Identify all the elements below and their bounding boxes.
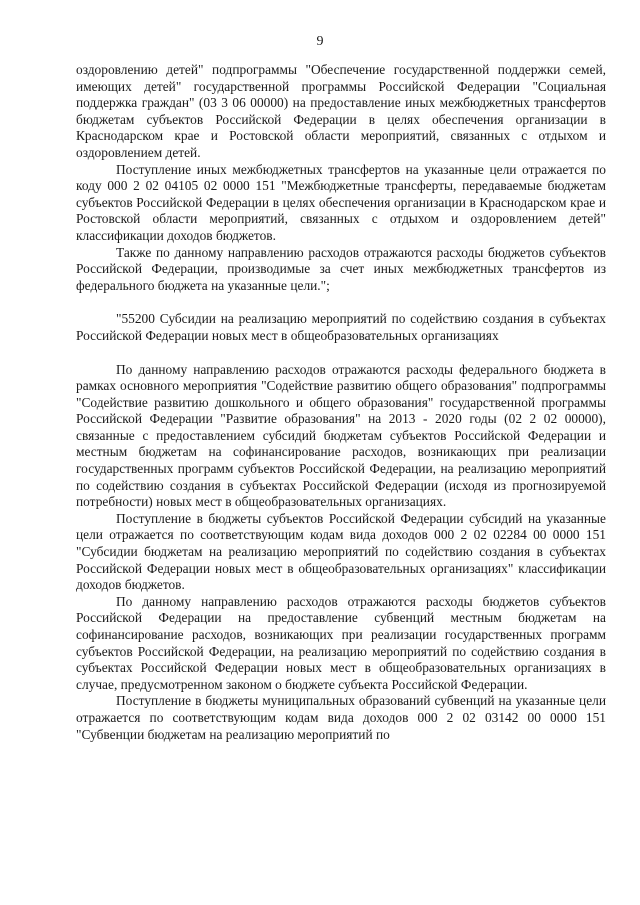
paragraph: Поступление иных межбюджетных трансфертов на указанные цели отражается по коду 000 2 02 04105 02 0000 151 "Межбюджетные трансферты, передаваемые бюджетам субъектов Российской Федерации в целях обеспечения организации в Краснодарском крае и Ростовской области мероприятий, связанных с отдыхом и оздоровлением детей" классификации доходов бюджетов. [76,161,606,243]
paragraph: По данному направлению расходов отражаются расходы федерального бюджета в рамках основного мероприятия "Содействие развитию общего образования" подпрограммы "Содействие развитию дошкольного и общего образования" государственной программы Российской Федерации "Развитие образования" на 2013 - 2020 годы (02 2 02 00000), связанные с предоставлением субсидий бюджетам субъектов Российской Федерации и местным бюджетам на софинансирование расходов, возникающих при реализации государственных программ субъектов Российской Федерации, на реализацию мероприятий по содействию создания в субъектах Российской Федерации (исходя из прогнозируемой потребности) новых мест в общеобразовательных организациях. [76,361,606,510]
paragraph-continuation: оздоровлению детей" подпрограммы "Обеспечение государственной поддержки семей, имеющих детей" государственной программы Российской Федерации "Социальная поддержка граждан" (03 3 06 00000) на предоставление иных межбюджетных трансфертов бюджетам субъектов Российской Федерации в целях обеспечения организации в Краснодарском крае и Ростовской области мероприятий, связанных с отдыхом и оздоровлением детей. [76,62,606,160]
page-number: 9 [316,34,324,49]
paragraph: Также по данному направлению расходов отражаются расходы бюджетов субъектов Российской Федерации, производимые за счет иных межбюджетных трансфертов из федерального бюджета на указанные цели."; [76,244,606,293]
section-heading: "55200 Субсидии на реализацию мероприятий по содействию создания в субъектах Российской Федерации новых мест в общеобразовательных организациях [76,311,606,343]
paragraph: Поступление в бюджеты муниципальных образований субвенций на указанные цели отражается по соответствующим кодам вида доходов 000 2 02 03142 00 0000 151 "Субвенции бюджетам на реализацию мероприятий по [76,693,606,742]
document-body [76,62,606,743]
paragraph: По данному направлению расходов отражаются расходы бюджетов субъектов Российской Федерации на предоставление субвенций местным бюджетам на софинансирование расходов, возникающих при реализации государственных программ субъектов Российской Федерации, на реализацию мероприятий по содействию создания в субъектах Российской Федерации новых мест в общеобразовательных организациях в случае, предусмотренном законом о бюджете субъекта Российской Федерации. [76,593,606,692]
paragraph: Поступление в бюджеты субъектов Российской Федерации субсидий на указанные цели отражается по соответствующим кодам вида доходов 000 2 02 02284 00 0000 151 "Субсидии бюджетам на реализацию мероприятий по содействию создания в субъектах Российской Федерации новых мест в общеобразовательных организациях" классификации доходов бюджетов. [76,510,606,593]
